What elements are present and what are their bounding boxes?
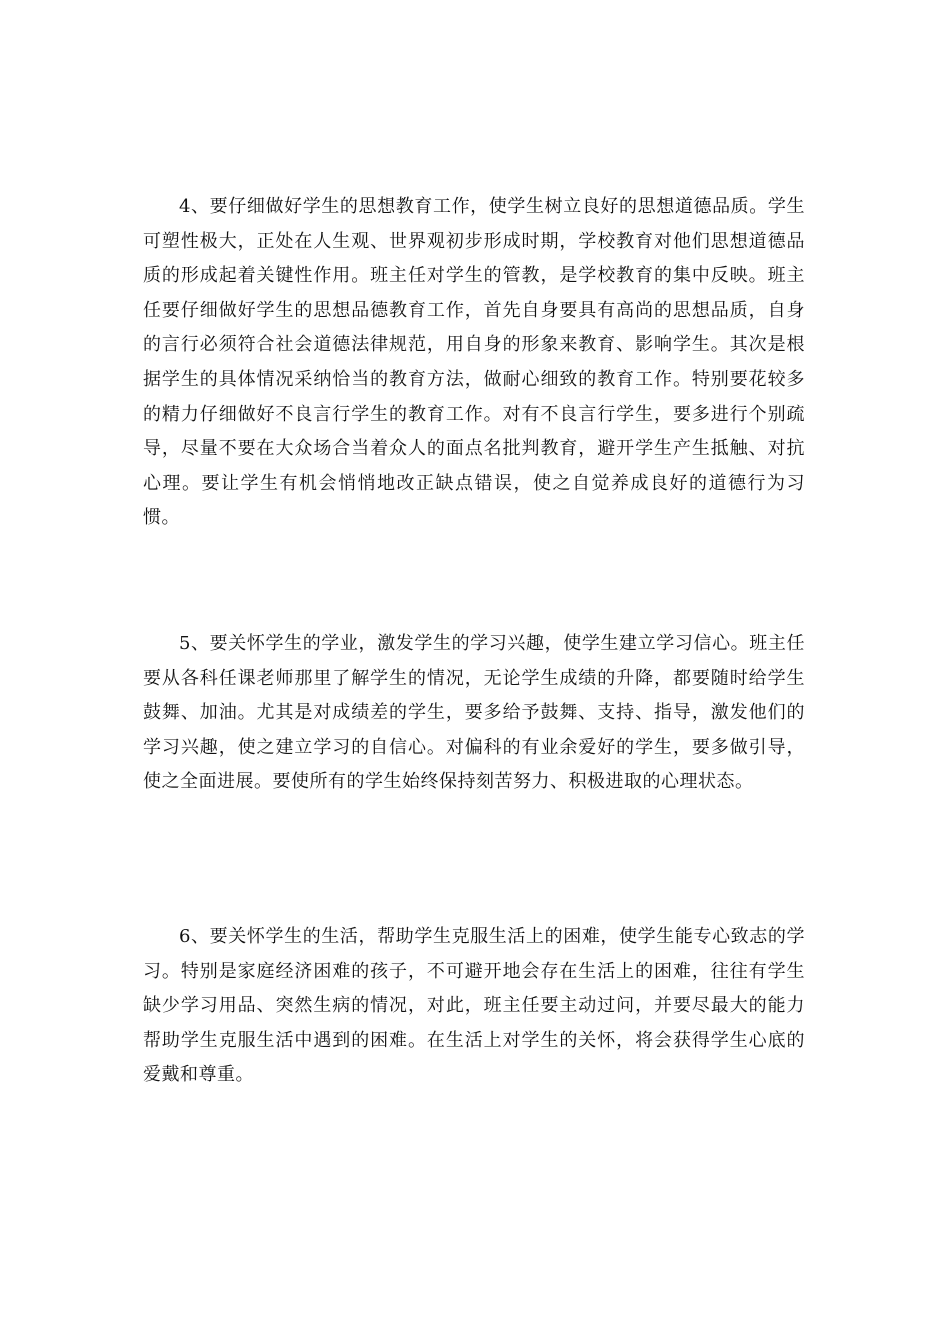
paragraph-item-4: 4、要仔细做好学生的思想教育工作，使学生树立良好的思想道德品质。学生可塑性极大，正处在人生观、世界观初步形成时期，学校教育对他们思想道德品质的形成起着关键性作用。班主任对学生的管教，是学校教育的集中反映。班主任要仔细做好学生的思想品德教育工作，首先自身要具有高尚的思想品质，自身的言行必须符合社会道德法律规范，用自身的形象来教育、影响学生。其次是根据学生的具体情况采纳恰当的教育方法，做耐心细致的教育工作。特别要花较多的精力仔细做好不良言行学生的教育工作。对有不良言行学生，要多进行个别疏导，尽量不要在大众场合当着众人的面点名批判教育，避开学生产生抵触、对抗心理。要让学生有机会悄悄地改正缺点错误，使之自觉养成良好的道德行为习惯。 (143, 196, 805, 529)
paragraph-item-5: 5、要关怀学生的学业，激发学生的学习兴趣，使学生建立学习信心。班主任要从各科任课老师那里了解学生的情况，无论学生成绩的升降，都要随时给学生鼓舞、加油。尤其是对成绩差的学生，要多给予鼓舞、支持、指导，激发他们的学习兴趣，使之建立学习的自信心。对偏科的有业余爱好的学生，要多做引导，使之全面进展。要使所有的学生始终保持刻苦努力、积极进取的心理状态。 (143, 633, 805, 793)
paragraph-item-6: 6、要关怀学生的生活，帮助学生克服生活上的困难，使学生能专心致志的学习。特别是家庭经济困难的孩子，不可避开地会存在生活上的困难，往往有学生缺少学习用品、突然生病的情况，对此，班主任要主动过问，并要尽最大的能力帮助学生克服生活中遇到的困难。在生活上对学生的关怀，将会获得学生心底的爱戴和尊重。 (143, 926, 805, 1086)
